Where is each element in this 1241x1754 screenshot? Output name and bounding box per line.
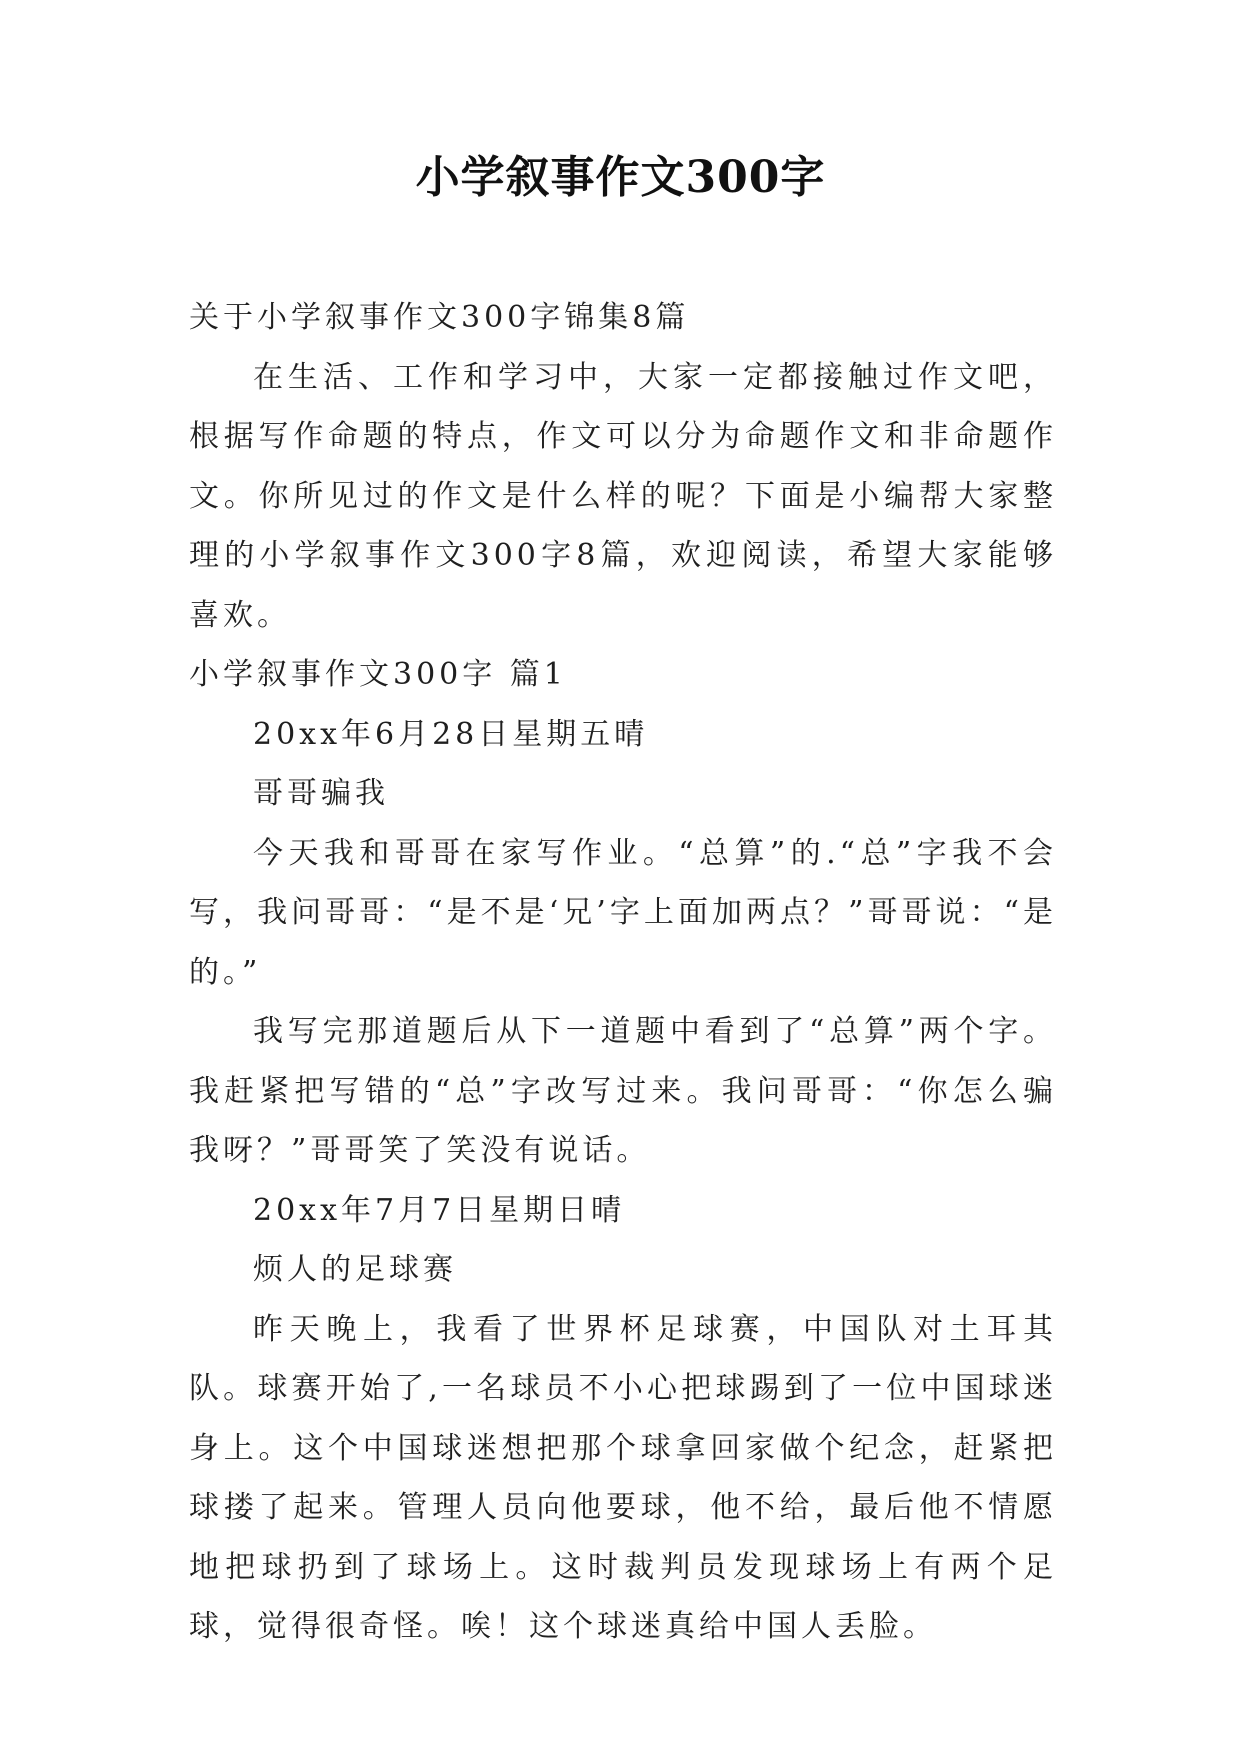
diary-title: 烦人的足球赛 <box>253 1252 457 1287</box>
diary-title: 哥哥骗我 <box>253 776 389 811</box>
intro-paragraph: 在生活、工作和学习中，大家一定都接触过作文吧，根据写作命题的特点，作文可以分为命题作文和非命题作文。你所见过的作文是什么样的呢？下面是小编帮大家整理的小学叙事作文300字8篇，欢迎阅读，希望大家能够喜欢。 <box>189 359 1057 633</box>
diary-date: 20xx年7月7日星期日晴 <box>253 1192 626 1228</box>
section-heading: 小学叙事作文300字 篇1 <box>189 657 567 692</box>
diary-date: 20xx年6月28日星期五晴 <box>253 716 649 752</box>
document-subtitle: 关于小学叙事作文300字锦集8篇 <box>189 300 690 335</box>
body-paragraph: 今天我和哥哥在家写作业。“总算”的.“总”字我不会写，我问哥哥：“是不是‘兄’字上面加两点？”哥哥说：“是的。” <box>189 835 1057 990</box>
body-paragraph: 昨天晚上，我看了世界杯足球赛，中国队对土耳其队。球赛开始了,一名球员不小心把球踢到了一位中国球迷身上。这个中国球迷想把那个球拿回家做个纪念，赶紧把球搂了起来。管理人员向他要球，他不给，最后他不情愿地把球扔到了球场上。这时裁判员发现球场上有两个足球，觉得很奇怪。唉！这个球迷真给中国人丢脸。 <box>189 1311 1057 1644</box>
document-body <box>189 288 1057 1657</box>
document-title: 小学叙事作文300字 <box>415 152 826 203</box>
body-paragraph: 我写完那道题后从下一道题中看到了“总算”两个字。我赶紧把写错的“总”字改写过来。我问哥哥：“你怎么骗我呀？”哥哥笑了笑没有说话。 <box>189 1014 1057 1168</box>
